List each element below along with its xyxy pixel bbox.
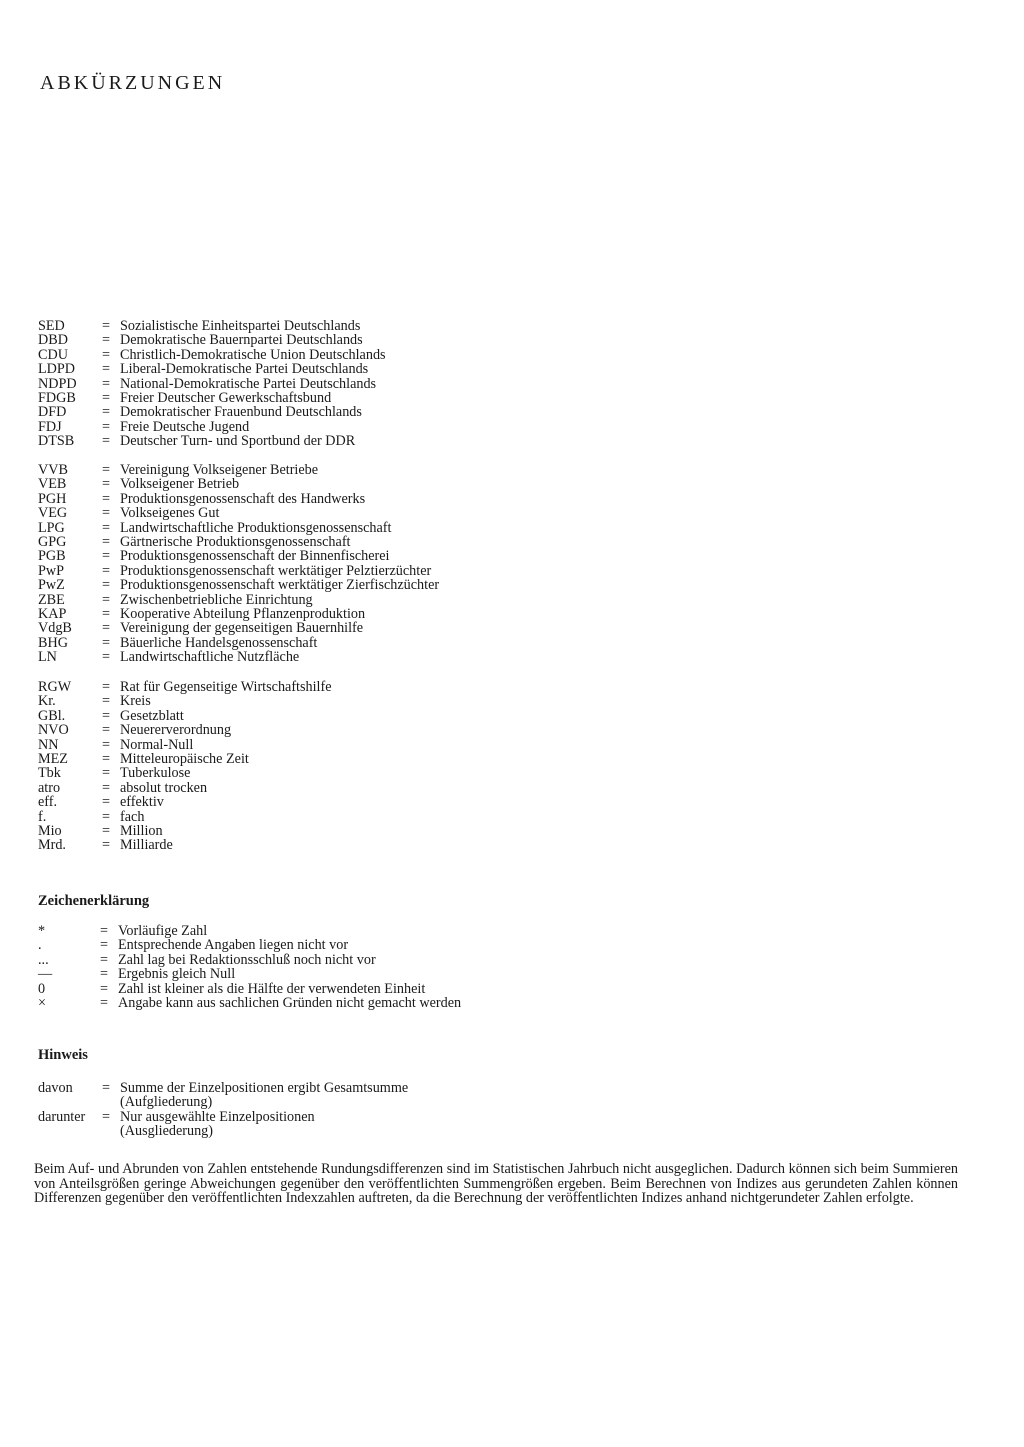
list-item — [38, 766, 332, 780]
abbreviation: KAP — [38, 605, 67, 622]
abbreviation: FDJ — [38, 418, 62, 435]
symbol-meaning: Vorläufige Zahl — [118, 923, 208, 939]
equals-sign: = — [102, 779, 111, 796]
equals-sign: = — [102, 591, 111, 608]
equals-sign: = — [102, 318, 111, 334]
list-item — [38, 492, 439, 506]
abbreviation: PwP — [38, 562, 65, 579]
equals-sign: = — [102, 577, 111, 594]
list-item — [38, 463, 439, 477]
equals-sign: = — [102, 750, 111, 767]
page-title: ABKÜRZUNGEN — [40, 72, 226, 94]
abbreviation-meaning: Produktionsgenossenschaft der Binnenfischerei — [120, 548, 390, 565]
list-item — [38, 521, 439, 535]
list-item — [38, 348, 386, 362]
abbreviation-meaning: Christlich-Demokratische Union Deutschlands — [120, 346, 386, 363]
abbreviation: BHG — [38, 634, 68, 651]
abbreviation: PwZ — [38, 577, 65, 594]
abbreviation: PGH — [38, 490, 67, 507]
symbols-heading: Zeichenerklärung — [38, 893, 150, 909]
abbreviation: MEZ — [38, 750, 68, 767]
list-item — [38, 982, 461, 996]
list-item — [38, 752, 332, 766]
list-item — [38, 1110, 408, 1124]
list-item — [38, 810, 332, 824]
equals-sign: = — [102, 649, 111, 666]
hint-meaning: Summe der Einzelpositionen ergibt Gesamtsumme — [120, 1080, 409, 1096]
equals-sign: = — [100, 966, 109, 983]
abbreviation-meaning: absolut trocken — [120, 779, 208, 796]
list-item — [38, 738, 332, 752]
abbreviation-meaning: Freier Deutscher Gewerkschaftsbund — [120, 389, 332, 406]
equals-sign: = — [102, 722, 111, 739]
abbreviation-list-misc — [38, 680, 332, 853]
abbreviation-meaning: Mitteleuropäische Zeit — [120, 750, 249, 767]
equals-sign: = — [102, 562, 111, 579]
symbol-meaning: Angabe kann aus sachlichen Gründen nicht gemacht werden — [118, 994, 462, 1011]
abbreviation-meaning: Liberal-Demokratische Partei Deutschlands — [120, 361, 369, 378]
abbreviation-meaning: Normal-Null — [120, 736, 194, 753]
list-item — [38, 953, 461, 967]
abbreviation: FDGB — [38, 389, 76, 406]
symbol: × — [38, 994, 47, 1011]
abbreviation: GBl. — [38, 707, 66, 724]
abbreviation: NN — [38, 736, 59, 753]
abbreviation: VEG — [38, 505, 68, 522]
abbreviation-meaning: Million — [120, 822, 163, 839]
equals-sign: = — [102, 693, 111, 710]
abbreviation-meaning: Demokratische Bauernpartei Deutschlands — [120, 332, 363, 349]
equals-sign: = — [102, 1108, 111, 1125]
symbol: — — [38, 966, 53, 983]
list-item — [38, 680, 332, 694]
list-item — [38, 694, 332, 708]
equals-sign: = — [102, 476, 111, 493]
equals-sign: = — [100, 937, 109, 954]
abbreviation-meaning: Deutscher Turn- und Sportbund der DDR — [120, 433, 356, 450]
list-item — [38, 549, 439, 563]
abbreviation: DFD — [38, 404, 67, 421]
equals-sign: = — [102, 634, 111, 651]
symbol: . — [38, 937, 42, 954]
list-item-continuation — [38, 1095, 408, 1109]
abbreviation: Tbk — [38, 765, 61, 782]
list-item — [38, 333, 386, 347]
hint-meaning: Nur ausgewählte Einzelpositionen — [120, 1108, 315, 1125]
list-item — [38, 824, 332, 838]
symbol-list — [38, 924, 461, 1010]
equals-sign: = — [102, 548, 111, 565]
list-item — [38, 607, 439, 621]
abbreviation-meaning: Zwischenbetriebliche Einrichtung — [120, 591, 313, 608]
equals-sign: = — [102, 375, 111, 392]
abbreviation-meaning: Gärtnerische Produktionsgenossenschaft — [120, 533, 351, 550]
abbreviation: DTSB — [38, 433, 75, 450]
abbreviation-meaning: effektiv — [120, 794, 164, 811]
equals-sign: = — [102, 822, 111, 839]
symbol-meaning: Zahl lag bei Redaktionsschluß noch nicht vor — [118, 951, 376, 968]
equals-sign: = — [102, 462, 111, 478]
equals-sign: = — [102, 490, 111, 507]
abbreviation-meaning: Kreis — [120, 693, 151, 710]
equals-sign: = — [102, 1080, 111, 1096]
abbreviation: ZBE — [38, 591, 65, 608]
equals-sign: = — [102, 361, 111, 378]
abbreviation-meaning: Neuererverordnung — [120, 722, 232, 739]
list-item — [38, 621, 439, 635]
abbreviation-meaning: fach — [120, 808, 145, 825]
abbreviation: RGW — [38, 679, 72, 695]
symbol: 0 — [38, 980, 46, 997]
abbreviation: LN — [38, 649, 57, 666]
list-item — [38, 362, 386, 376]
abbreviation: atro — [38, 779, 61, 796]
abbreviation: VVB — [38, 462, 68, 478]
equals-sign: = — [100, 980, 109, 997]
abbreviation-meaning: Milliarde — [120, 837, 173, 854]
equals-sign: = — [102, 765, 111, 782]
equals-sign: = — [100, 951, 109, 968]
symbol-meaning: Ergebnis gleich Null — [118, 966, 236, 983]
list-item — [38, 636, 439, 650]
list-item — [38, 420, 386, 434]
equals-sign: = — [102, 332, 111, 349]
equals-sign: = — [102, 389, 111, 406]
abbreviation-meaning: Vereinigung Volkseigener Betriebe — [120, 462, 319, 478]
abbreviation: LPG — [38, 519, 65, 536]
abbreviation: DBD — [38, 332, 68, 349]
abbreviation-meaning: Landwirtschaftliche Nutzfläche — [120, 649, 300, 666]
list-item — [38, 593, 439, 607]
equals-sign: = — [102, 533, 111, 550]
list-item — [38, 434, 386, 448]
symbol-meaning: Entsprechende Angaben liegen nicht vor — [118, 937, 349, 954]
equals-sign: = — [102, 605, 111, 622]
list-item — [38, 319, 386, 333]
abbreviation: GPG — [38, 533, 67, 550]
abbreviation-meaning: Bäuerliche Handelsgenossenschaft — [120, 634, 318, 651]
equals-sign: = — [102, 620, 111, 637]
abbreviation: Kr. — [38, 693, 56, 710]
list-item — [38, 709, 332, 723]
abbreviation: NDPD — [38, 375, 77, 392]
equals-sign: = — [102, 418, 111, 435]
hint-heading: Hinweis — [38, 1047, 88, 1063]
abbreviation: LDPD — [38, 361, 76, 378]
abbreviation: PGB — [38, 548, 66, 565]
symbol: ... — [38, 951, 49, 968]
abbreviation-meaning: Produktionsgenossenschaft werktätiger Pelztierzüchter — [120, 562, 432, 579]
abbreviation-meaning: Freie Deutsche Jugend — [120, 418, 250, 435]
equals-sign: = — [100, 994, 109, 1011]
abbreviation-meaning: Volkseigenes Gut — [120, 505, 220, 522]
list-item — [38, 506, 439, 520]
abbreviation: NVO — [38, 722, 69, 739]
list-item-continuation — [38, 1124, 408, 1138]
abbreviation-list-economy — [38, 463, 439, 664]
abbreviation-meaning: Vereinigung der gegenseitigen Bauernhilfe — [120, 620, 364, 637]
abbreviation-meaning: Rat für Gegenseitige Wirtschaftshilfe — [120, 679, 332, 695]
abbreviation-meaning: Produktionsgenossenschaft des Handwerks — [120, 490, 366, 507]
hint-list — [38, 1081, 408, 1139]
list-item — [38, 391, 386, 405]
list-item — [38, 723, 332, 737]
abbreviation: Mrd. — [38, 837, 66, 854]
symbol-meaning: Zahl ist kleiner als die Hälfte der verwendeten Einheit — [118, 980, 426, 997]
list-item — [38, 1081, 408, 1095]
list-item — [38, 650, 439, 664]
abbreviation-list-parties — [38, 319, 386, 449]
abbreviation-meaning: Kooperative Abteilung Pflanzenproduktion — [120, 605, 366, 622]
abbreviation: VdgB — [38, 620, 72, 637]
hint-term: darunter — [38, 1108, 86, 1125]
abbreviation: VEB — [38, 476, 67, 493]
list-item — [38, 564, 439, 578]
abbreviation-meaning: Gesetzblatt — [120, 707, 184, 724]
hint-meaning-continuation: (Ausgliederung) — [120, 1123, 213, 1140]
equals-sign: = — [102, 808, 111, 825]
equals-sign: = — [102, 794, 111, 811]
abbreviation-meaning: Produktionsgenossenschaft werktätiger Zierfischzüchter — [120, 577, 440, 594]
equals-sign: = — [102, 346, 111, 363]
abbreviation-meaning: Landwirtschaftliche Produktionsgenossenschaft — [120, 519, 392, 536]
hint-meaning-continuation: (Aufgliederung) — [120, 1094, 213, 1111]
list-item — [38, 477, 439, 491]
list-item — [38, 838, 332, 852]
equals-sign: = — [102, 837, 111, 854]
list-item — [38, 377, 386, 391]
list-item — [38, 996, 461, 1010]
list-item — [38, 535, 439, 549]
abbreviation: SED — [38, 318, 65, 334]
equals-sign: = — [102, 433, 111, 450]
equals-sign: = — [102, 679, 111, 695]
abbreviation-meaning: Tuberkulose — [120, 765, 191, 782]
abbreviation-meaning: Demokratischer Frauenbund Deutschlands — [120, 404, 362, 421]
abbreviation: CDU — [38, 346, 68, 363]
list-item — [38, 938, 461, 952]
abbreviation: Mio — [38, 822, 62, 839]
list-item — [38, 405, 386, 419]
symbol: * — [38, 923, 46, 939]
list-item — [38, 967, 461, 981]
abbreviation: f. — [38, 808, 47, 825]
rounding-note-paragraph: Beim Auf- und Abrunden von Zahlen entstehende Rundungsdifferenzen sind im Statistischen Jahrbuch nicht ausgeglichen. Dadurch können sich beim Summieren von Anteilsgrößen geringe Abweichungen gegenüber den veröffentlichten Summengrößen ergeben. Beim Berechnen von Indizes aus gerundeten Zahlen können Differenzen gegenüber den veröffentlichten Indexzahlen auftreten, da die Berechnung der veröffentlichten Indizes anhand nichtgerundeter Zahlen erfolgte. — [34, 1161, 958, 1207]
abbreviation: eff. — [38, 794, 58, 811]
equals-sign: = — [102, 707, 111, 724]
list-item — [38, 795, 332, 809]
list-item — [38, 578, 439, 592]
abbreviation-meaning: Sozialistische Einheitspartei Deutschlands — [120, 318, 361, 334]
equals-sign: = — [102, 519, 111, 536]
equals-sign: = — [102, 505, 111, 522]
equals-sign: = — [102, 404, 111, 421]
abbreviation-meaning: Volkseigener Betrieb — [120, 476, 240, 493]
hint-term: davon — [38, 1080, 73, 1096]
list-item — [38, 924, 461, 938]
equals-sign: = — [102, 736, 111, 753]
equals-sign: = — [100, 923, 109, 939]
list-item — [38, 781, 332, 795]
abbreviation-meaning: National-Demokratische Partei Deutschlands — [120, 375, 377, 392]
